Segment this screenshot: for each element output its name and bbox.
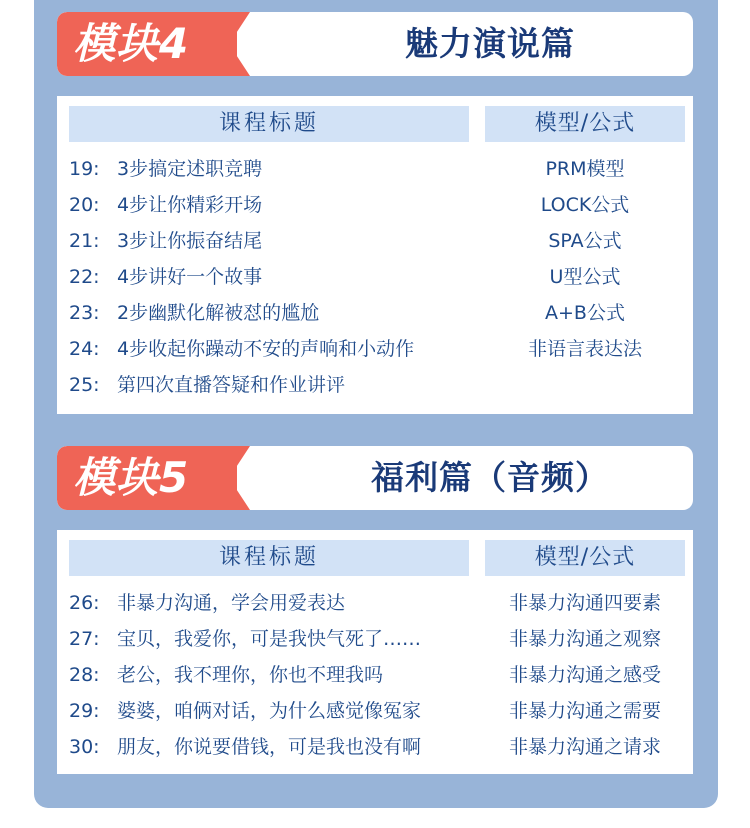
table-row xyxy=(57,331,693,367)
lesson-number: 21: xyxy=(69,230,100,252)
column-header-title: 课程标题 xyxy=(69,540,469,576)
lesson-model: LOCK公式 xyxy=(540,194,630,216)
lesson-number: 20: xyxy=(69,194,100,216)
lesson-number: 27: xyxy=(69,628,100,650)
table-row xyxy=(57,657,693,693)
lesson-title: 2步幽默化解被怼的尴尬 xyxy=(117,302,320,324)
module-5-course-table xyxy=(57,530,693,774)
column-header-model: 模型/公式 xyxy=(485,106,685,142)
lesson-model: 非暴力沟通之需要 xyxy=(508,700,661,722)
lesson-number: 28: xyxy=(69,664,100,686)
module-4-header xyxy=(57,12,693,76)
table-row xyxy=(57,187,693,223)
module-4-badge-tail xyxy=(229,12,289,76)
table-row xyxy=(57,295,693,331)
lesson-model: 非暴力沟通之请求 xyxy=(508,736,661,758)
module-5-title: 福利篇（音频） xyxy=(371,458,609,497)
table-row xyxy=(57,729,693,765)
lesson-number: 19: xyxy=(69,158,100,180)
table-row xyxy=(57,259,693,295)
lesson-model: PRM模型 xyxy=(545,158,625,180)
module-5-header xyxy=(57,446,693,510)
lesson-title: 4步收起你躁动不安的声响和小动作 xyxy=(117,338,415,360)
module-5-badge-label: 模块5 xyxy=(73,453,190,502)
table-row xyxy=(57,693,693,729)
module-4-title: 魅力演说篇 xyxy=(405,24,575,63)
table-row xyxy=(57,367,693,403)
lesson-number: 29: xyxy=(69,700,100,722)
lesson-model: 非暴力沟通之感受 xyxy=(508,664,661,686)
lesson-number: 26: xyxy=(69,592,100,614)
column-header-model: 模型/公式 xyxy=(485,540,685,576)
lesson-title: 朋友，你说要借钱，可是我也没有啊 xyxy=(117,736,422,758)
lesson-model: 非暴力沟通四要素 xyxy=(508,592,661,614)
lesson-title: 非暴力沟通，学会用爱表达 xyxy=(117,592,346,614)
lesson-title: 婆婆，咱俩对话，为什么感觉像冤家 xyxy=(117,700,422,722)
table-row xyxy=(57,223,693,259)
column-header-title: 课程标题 xyxy=(69,106,469,142)
table-row xyxy=(57,621,693,657)
lesson-number: 24: xyxy=(69,338,100,360)
module-4-badge-label: 模块4 xyxy=(73,19,190,68)
lesson-number: 25: xyxy=(69,374,100,396)
lesson-title: 3步让你振奋结尾 xyxy=(117,230,263,252)
module-4-course-table xyxy=(57,96,693,414)
lesson-model: SPA公式 xyxy=(548,230,622,252)
lesson-title: 4步让你精彩开场 xyxy=(117,194,263,216)
lesson-title: 4步讲好一个故事 xyxy=(117,266,263,288)
lesson-title: 3步搞定述职竞聘 xyxy=(117,158,263,180)
lesson-title: 第四次直播答疑和作业讲评 xyxy=(117,374,346,396)
lesson-model: A+B公式 xyxy=(545,302,625,324)
lesson-number: 23: xyxy=(69,302,100,324)
lesson-title: 老公，我不理你，你也不理我吗 xyxy=(117,664,384,686)
lesson-model: 非语言表达法 xyxy=(527,338,642,360)
table-row xyxy=(57,585,693,621)
lesson-number: 22: xyxy=(69,266,100,288)
lesson-model: U型公式 xyxy=(549,266,621,288)
module-5-badge-tail xyxy=(229,446,289,510)
lesson-model: 非暴力沟通之观察 xyxy=(508,628,661,650)
lesson-title: 宝贝，我爱你，可是我快气死了…… xyxy=(117,628,422,650)
lesson-number: 30: xyxy=(69,736,100,758)
table-row xyxy=(57,151,693,187)
